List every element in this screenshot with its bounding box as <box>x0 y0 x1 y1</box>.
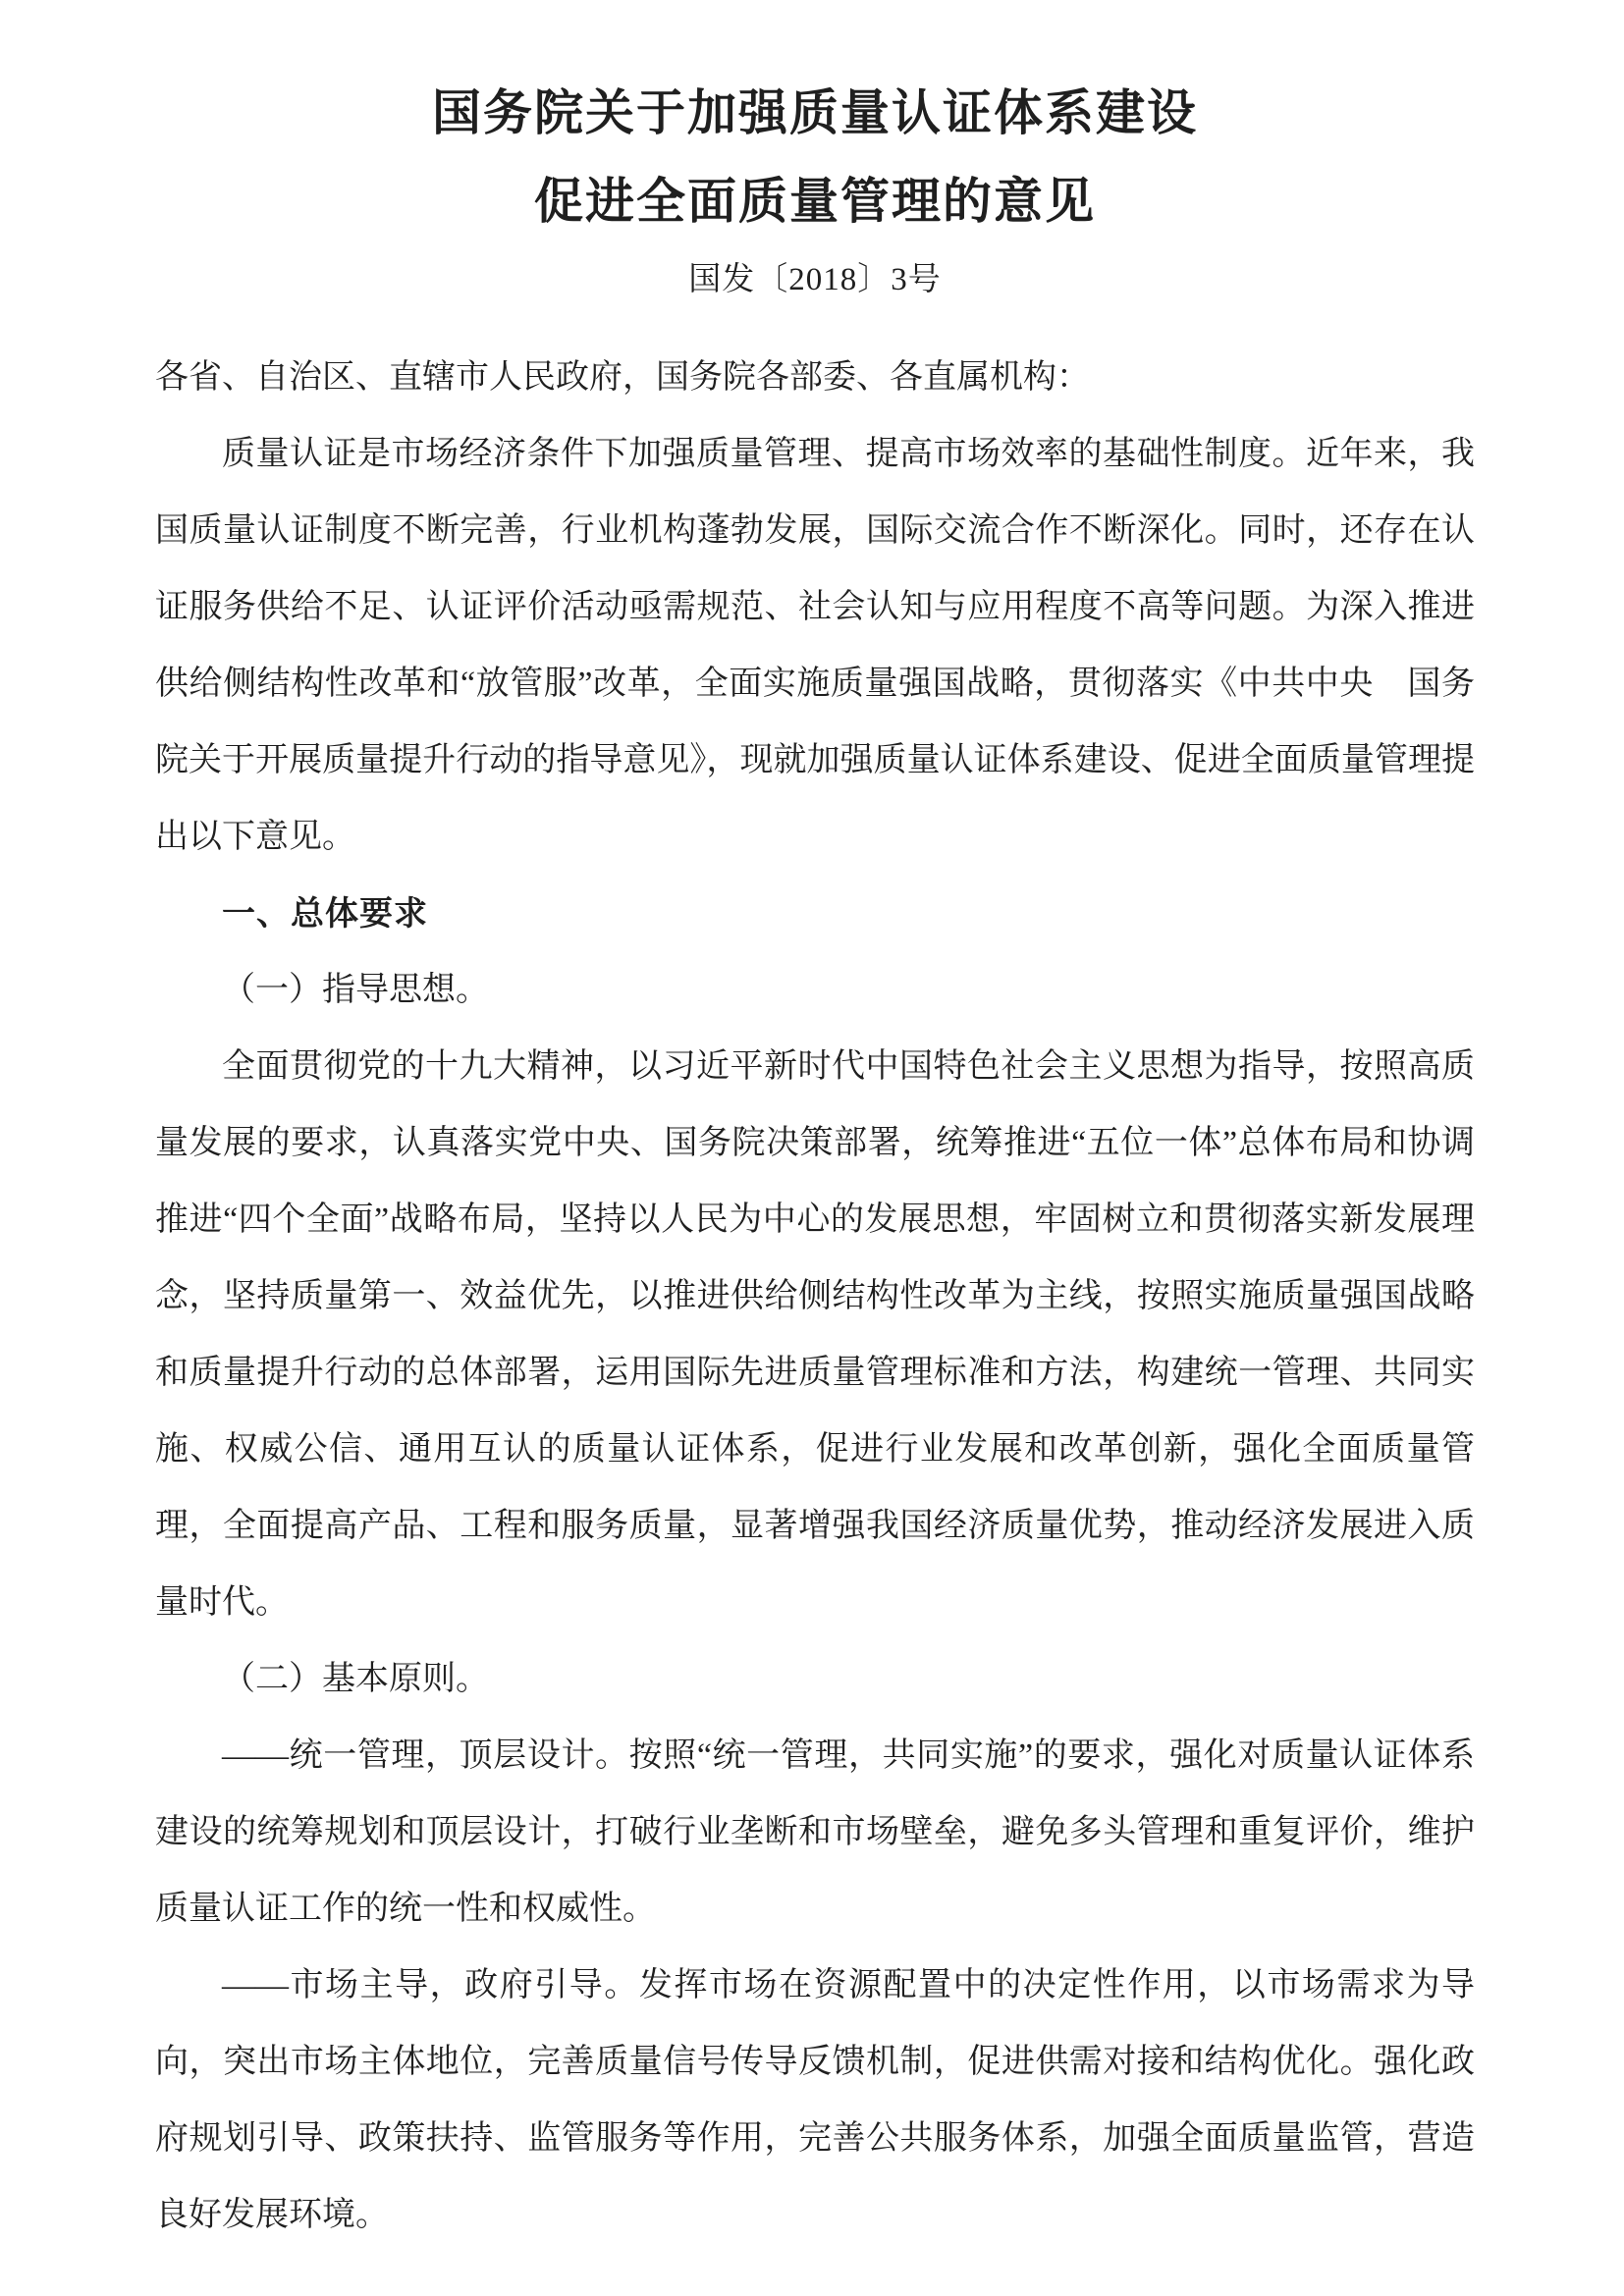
document-title-line-2: 促进全面质量管理的意见 <box>534 174 1096 229</box>
document-body <box>155 340 1475 2254</box>
subsection-heading-basic-principles: （二）基本原则。 <box>222 1661 489 1697</box>
principle-paragraph-unified-management: ——统一管理，顶层设计。按照“统一管理，共同实施”的要求，强化对质量认证体系建设的统筹规划和顶层设计，打破行业垄断和市场壁垒，避免多头管理和重复评价，维护质量认证工作的统一性和权威性。 <box>155 1737 1475 1927</box>
principle-paragraph-market-led: ——市场主导，政府引导。发挥市场在资源配置中的决定性作用，以市场需求为导向，突出市场主体地位，完善质量信号传导反馈机制，促进供需对接和结构优化。强化政府规划引导、政策扶持、监管服务等作用，完善公共服务体系，加强全面质量监管，营造良好发展环境。 <box>155 1967 1475 2233</box>
salutation: 各省、自治区、直辖市人民政府，国务院各部委、各直属机构： <box>155 359 1090 396</box>
document-title-line-1: 国务院关于加强质量认证体系建设 <box>432 85 1198 140</box>
document-number: 国发〔2018〕3号 <box>688 262 942 297</box>
section-heading-general-requirements: 一、总体要求 <box>222 895 428 933</box>
guiding-ideology-paragraph: 全面贯彻党的十九大精神，以习近平新时代中国特色社会主义思想为指导，按照高质量发展的要求，认真落实党中央、国务院决策部署，统筹推进“五位一体”总体布局和协调推进“四个全面”战略布局，坚持以人民为中心的发展思想，牢固树立和贯彻落实新发展理念，坚持质量第一、效益优先，以推进供给侧结构性改革为主线，按照实施质量强国战略和质量提升行动的总体部署，运用国际先进质量管理标准和方法，构建统一管理、共同实施、权威公信、通用互认的质量认证体系，促进行业发展和改革创新，强化全面质量管理，全面提高产品、工程和服务质量，显著增强我国经济质量优势，推动经济发展进入质量时代。 <box>155 1048 1475 1621</box>
subsection-heading-guiding-ideology: （一）指导思想。 <box>222 972 489 1008</box>
document-title <box>155 69 1475 245</box>
intro-paragraph: 质量认证是市场经济条件下加强质量管理、提高市场效率的基础性制度。近年来，我国质量认证制度不断完善，行业机构蓬勃发展，国际交流合作不断深化。同时，还存在认证服务供给不足、认证评价活动亟需规范、社会认知与应用程度不高等问题。为深入推进供给侧结构性改革和“放管服”改革，全面实施质量强国战略，贯彻落实《中共中央 国务院关于开展质量提升行动的指导意见》，现就加强质量认证体系建设、促进全面质量管理提出以下意见。 <box>155 436 1475 855</box>
